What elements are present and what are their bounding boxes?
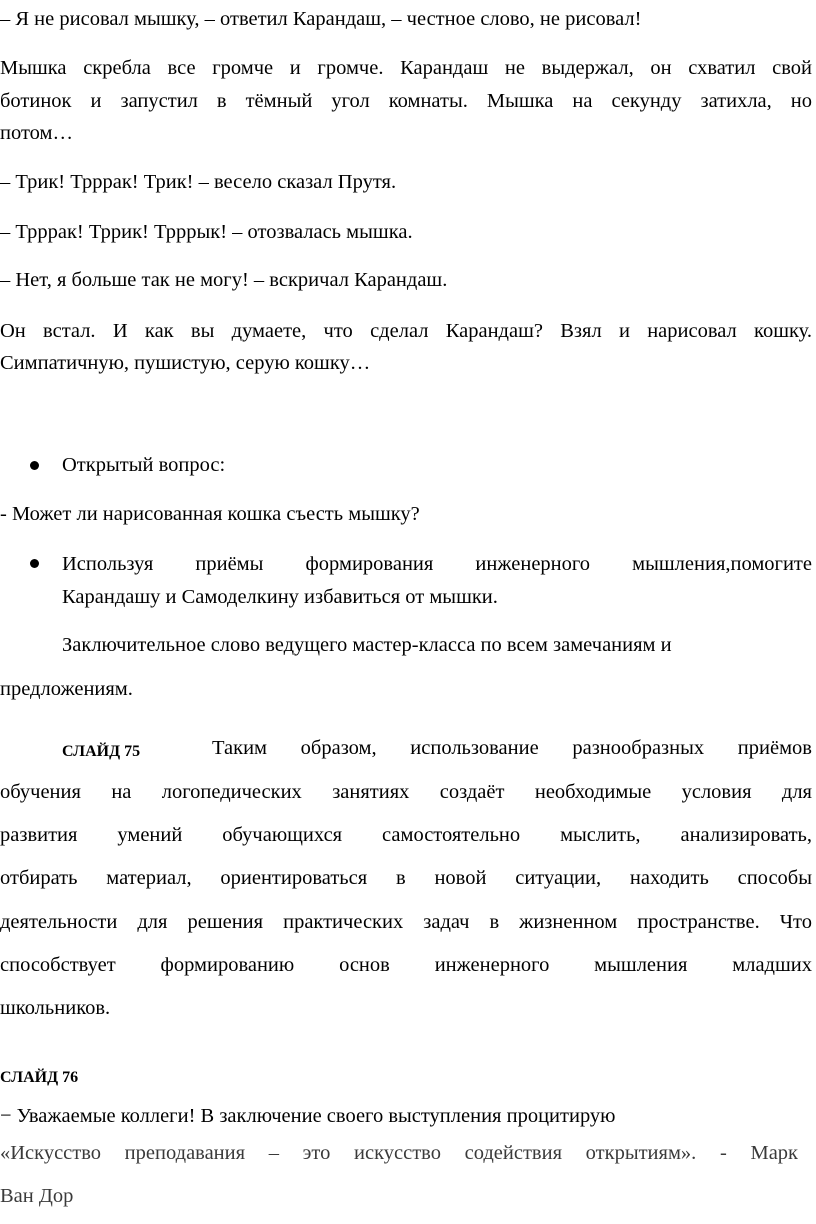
paragraph-line: ботинок и запустил в тёмный угол комнаты. Мышка на секунду затихла, но <box>0 90 812 112</box>
bullet-item: Карандашу и Самоделкину избавиться от мышки. <box>62 586 498 608</box>
paragraph-line: – Трик! Трррак! Трик! – весело сказал Прутя. <box>0 171 397 193</box>
quote-line: Ван Дор <box>0 1185 74 1207</box>
paragraph-line: Он встал. И как вы думаете, что сделал Карандаш? Взял и нарисовал кошку. <box>0 320 812 342</box>
paragraph-line: отбирать материал, ориентироваться в новой ситуации, находить способы <box>0 867 812 889</box>
paragraph-line: Заключительное слово ведущего мастер-класса по всем замечаниям и <box>62 634 672 656</box>
bullet-item: Используя приёмы формирования инженерного мышления,помогите <box>62 553 812 575</box>
paragraph-line: − Уважаемые коллеги! В заключение своего выступления процитирую <box>0 1105 616 1127</box>
paragraph-line: школьников. <box>0 997 111 1019</box>
slide-75-label: СЛАЙД 75 <box>62 743 141 760</box>
paragraph-line: обучения на логопедических занятиях создаёт необходимые условия для <box>0 781 812 803</box>
paragraph-line: Таким образом, использование разнообразных приёмов <box>212 737 812 759</box>
paragraph-line: способствует формированию основ инженерного мышления младших <box>0 954 812 976</box>
paragraph-line: развития умений обучающихся самостоятельно мыслить, анализировать, <box>0 824 812 846</box>
paragraph-line: – Я не рисовал мышку, – ответил Карандаш, – честное слово, не рисовал! <box>0 8 642 30</box>
slide-76-label: СЛАЙД 76 <box>0 1069 79 1086</box>
slide-label <box>0 1063 812 1091</box>
paragraph-line: предложениям. <box>0 678 133 700</box>
paragraph-line: потом… <box>0 122 73 144</box>
paragraph-line: – Нет, я больше так не могу! – вскричал Карандаш. <box>0 269 448 291</box>
bullet-icon <box>30 559 39 568</box>
paragraph-line: Симпатичную, пушистую, серую кошку… <box>0 352 371 374</box>
slide-label <box>62 737 222 765</box>
bullet-item: Открытый вопрос: <box>62 454 226 476</box>
bullet-icon <box>30 461 39 470</box>
quote-line: «Искусство преподавания – это искусство содействия открытиям». - Марк <box>0 1142 798 1164</box>
question-line: - Может ли нарисованная кошка съесть мышку? <box>0 503 420 525</box>
paragraph-line: деятельности для решения практических задач в жизненном пространстве. Что <box>0 911 812 933</box>
paragraph-line: – Трррак! Тррик! Трррык! – отозвалась мышка. <box>0 221 413 243</box>
paragraph-line: Мышка скребла все громче и громче. Карандаш не выдержал, он схватил свой <box>0 57 812 79</box>
